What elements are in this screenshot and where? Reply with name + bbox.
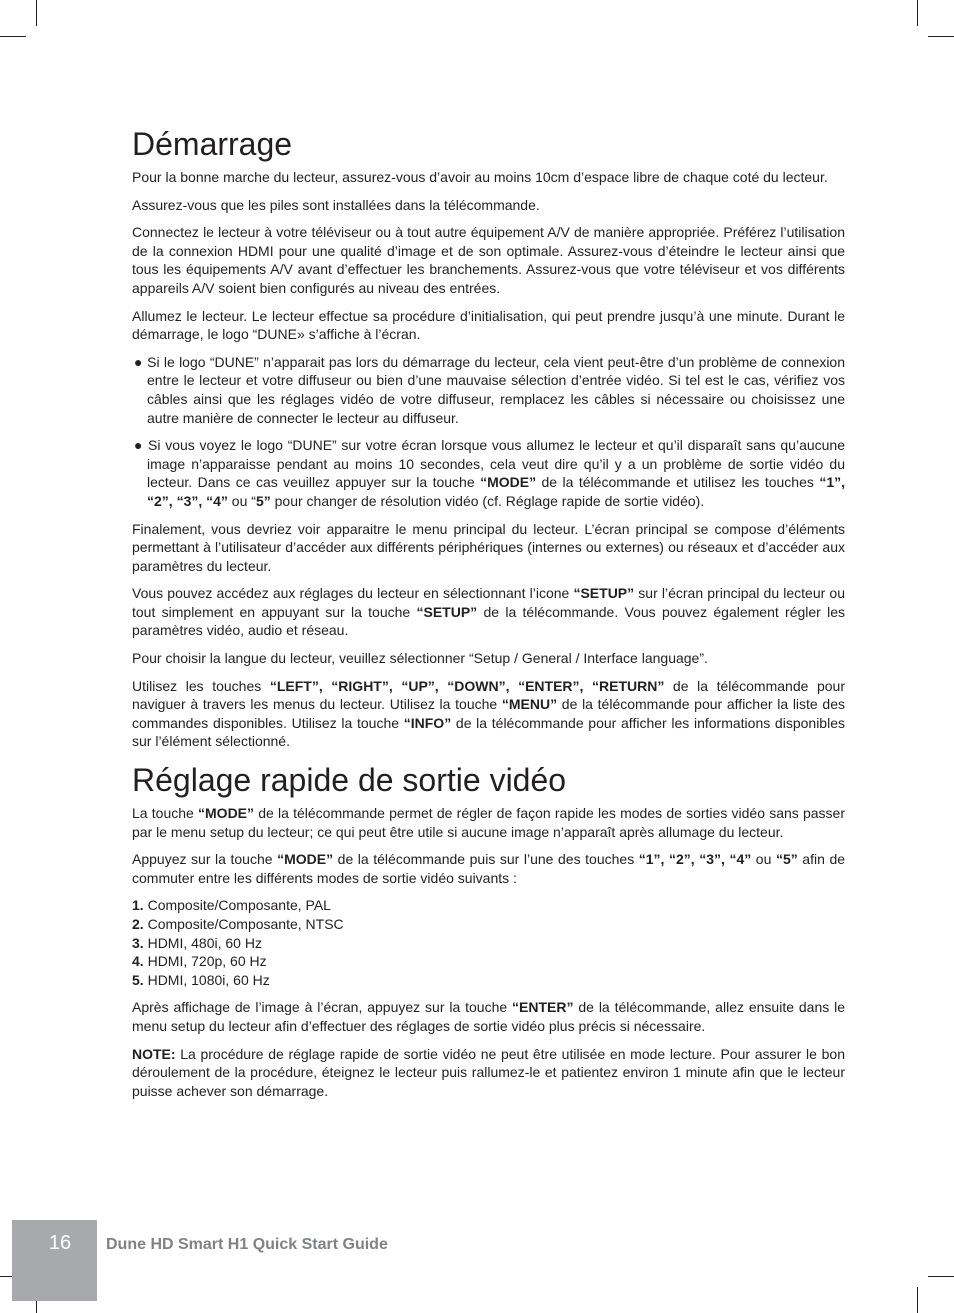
crop-mark bbox=[928, 1276, 954, 1277]
text-run: de la télécommande pour naviguer à travers les menus du lecteur. Utilisez la touche bbox=[132, 677, 846, 713]
key-label: “MODE” bbox=[198, 805, 255, 822]
list-number: 5. bbox=[132, 971, 144, 988]
text-run: de la télécommande. Vous pouvez également régler les paramètres vidéo, audio et réseau. bbox=[132, 603, 846, 639]
footer-title: Dune HD Smart H1 Quick Start Guide bbox=[106, 1236, 388, 1253]
list-label: Composite/Composante, NTSC bbox=[143, 916, 344, 932]
text-run: ● Si vous voyez le logo “DUNE” sur votre écran lorsque vous allumez le lecteur et qu’il disparaît sans qu’aucune image n’apparaisse pendant au moins 10 secondes, cela veut dire qu’il y a un problème de sortie vidéo du lecteur. Dans ce cas veuillez appuyer sur la touche bbox=[134, 437, 845, 491]
key-label: “5” bbox=[775, 851, 798, 868]
crop-mark bbox=[36, 0, 37, 26]
paragraph: Assurez-vous que les piles sont installées dans la télécommande. bbox=[132, 196, 540, 213]
key-label: “SETUP” bbox=[573, 585, 635, 602]
list-number: 2. bbox=[132, 916, 144, 932]
paragraph: Allumez le lecteur. Le lecteur effectue sa procédure d’initialisation, qui peut prendre jusqu’à une minute. Durant le démarrage, le logo “DUNE» s’affiche à l’écran. bbox=[132, 307, 845, 343]
key-label: “INFO” bbox=[403, 714, 452, 731]
paragraph: Connectez le lecteur à votre téléviseur ou à tout autre équipement A/V de manière appropriée. Préférez l’utilisation de la connexion HDMI pour une qualité d’image et de son optimale. Assurez-vous d’éteindre le lecteur ainsi que tous les équipements A/V avant d’effectuer les branchements. Assurez-vous que votre téléviseur et vos différents appareils A/V soient bien configurés au niveau des entrées. bbox=[132, 224, 845, 296]
list-item bbox=[132, 896, 845, 915]
key-label: “MENU” bbox=[501, 696, 558, 713]
key-label: “1”, “2”, “3”, “4” bbox=[638, 851, 752, 868]
note-paragraph bbox=[132, 1045, 845, 1101]
text-run: sur l’écran principal du lecteur ou tout simplement en appuyant sur la touche bbox=[132, 585, 845, 620]
page-number-box bbox=[12, 1220, 97, 1301]
list-item bbox=[132, 915, 845, 934]
text-run: pour changer de résolution vidéo (cf. Réglage rapide de sortie vidéo). bbox=[270, 492, 705, 509]
text-run: La touche bbox=[132, 805, 199, 822]
key-label: 5” bbox=[255, 492, 271, 509]
list-number: 1. bbox=[132, 897, 144, 914]
page-number: 16 bbox=[48, 1232, 72, 1254]
text-run: ou “ bbox=[227, 492, 256, 509]
list-item bbox=[132, 971, 845, 990]
section-title-demarrage: Démarrage bbox=[132, 126, 293, 162]
bullet-item bbox=[132, 436, 845, 510]
text-run: de la télécommande pour afficher la liste des commandes disponibles. Utilisez la touche bbox=[132, 696, 845, 731]
text-run: de la télécommande pour afficher les informations disponibles sur l’élément sélectionné. bbox=[132, 714, 845, 750]
text-run: de la télécommande puis sur l’une des touches bbox=[333, 851, 639, 868]
text-run: La procédure de réglage rapide de sortie vidéo ne peut être utilisée en mode lecture. Pour assurer le bon déroulement de la procédure, éteignez le lecteur puis rallumez-le et patientez environ 1 minute afin que le lecteur puisse achever son démarrage. bbox=[132, 1045, 845, 1099]
paragraph bbox=[132, 584, 845, 640]
crop-mark bbox=[0, 36, 26, 37]
key-label: “ENTER” bbox=[512, 999, 574, 1016]
list-item bbox=[132, 952, 845, 971]
crop-mark bbox=[928, 36, 954, 37]
video-mode-list bbox=[132, 896, 845, 989]
list-label: HDMI, 720p, 60 Hz bbox=[143, 953, 267, 970]
paragraph: Pour la bonne marche du lecteur, assurez-vous d’avoir au moins 10cm d’espace libre de chaque coté du lecteur. bbox=[132, 169, 828, 185]
text-run: afin de commuter entre les différents modes de sortie vidéo suivants : bbox=[132, 851, 846, 886]
paragraph bbox=[132, 998, 845, 1035]
paragraph bbox=[132, 677, 845, 751]
bullet-item: ● Si le logo “DUNE” n’apparait pas lors du démarrage du lecteur, cela vient peut-être d’un problème de connexion entre le lecteur et votre diffuseur ou bien d’une mauvaise sélection d’entrée vidéo. Si tel est le cas, vérifiez vos câbles ainsi que les réglages vidéo de votre diffuseur, remplacez les câbles si nécessaire ou choisissez une autre manière de connecter le lecteur au diffuseur. bbox=[134, 353, 845, 426]
list-item bbox=[132, 934, 845, 953]
text-run: Après affichage de l’image à l’écran, appuyez sur la touche bbox=[132, 999, 513, 1016]
page-content bbox=[132, 124, 845, 1109]
text-run: de la télécommande et utilisez les touches bbox=[536, 474, 820, 491]
key-label: “LEFT”, “RIGHT”, “UP”, “DOWN”, “ENTER”, “RETURN” bbox=[269, 677, 665, 694]
text-run: de la télécommande permet de régler de façon rapide les modes de sorties vidéo sans passer par le menu setup du lecteur; ce qui peut être utile si aucune image n’apparaît après allumage du lecteur. bbox=[132, 805, 845, 840]
paragraph: Finalement, vous devriez voir apparaitre le menu principal du lecteur. L’écran principal se compose d’éléments permettant à l’utilisateur d’accéder aux différents périphériques (internes ou externes) ou réseaux et d’accéder aux paramètres du lecteur. bbox=[132, 520, 845, 574]
key-label: “1”, “2”, “3”, “4” bbox=[147, 474, 846, 509]
text-run: ou bbox=[751, 851, 776, 868]
list-label: HDMI, 480i, 60 Hz bbox=[143, 934, 262, 951]
note-label: NOTE: bbox=[132, 1045, 176, 1062]
list-number: 4. bbox=[132, 953, 144, 970]
list-label: HDMI, 1080i, 60 Hz bbox=[143, 971, 270, 988]
paragraph: Pour choisir la langue du lecteur, veuillez sélectionner “Setup / General / Interface language”. bbox=[132, 650, 708, 667]
crop-mark bbox=[917, 1287, 918, 1313]
list-label: Composite/Composante, PAL bbox=[143, 897, 331, 914]
crop-mark bbox=[917, 0, 918, 26]
key-label: “SETUP” bbox=[416, 603, 478, 620]
key-label: “MODE” bbox=[277, 851, 334, 868]
section-title-reglage: Réglage rapide de sortie vidéo bbox=[132, 762, 567, 799]
text-run: Appuyez sur la touche bbox=[132, 851, 278, 868]
paragraph bbox=[132, 804, 845, 841]
paragraph bbox=[132, 850, 845, 887]
text-run: Utilisez les touches bbox=[132, 677, 270, 694]
text-run: de la télécommande, allez ensuite dans le menu setup du lecteur afin d’effectuer des réglages de sortie vidéo plus précis si nécessaire. bbox=[132, 999, 846, 1034]
text-run: Vous pouvez accédez aux réglages du lecteur en sélectionnant l’icone bbox=[132, 585, 574, 602]
key-label: “MODE” bbox=[480, 474, 537, 491]
list-number: 3. bbox=[132, 934, 144, 951]
